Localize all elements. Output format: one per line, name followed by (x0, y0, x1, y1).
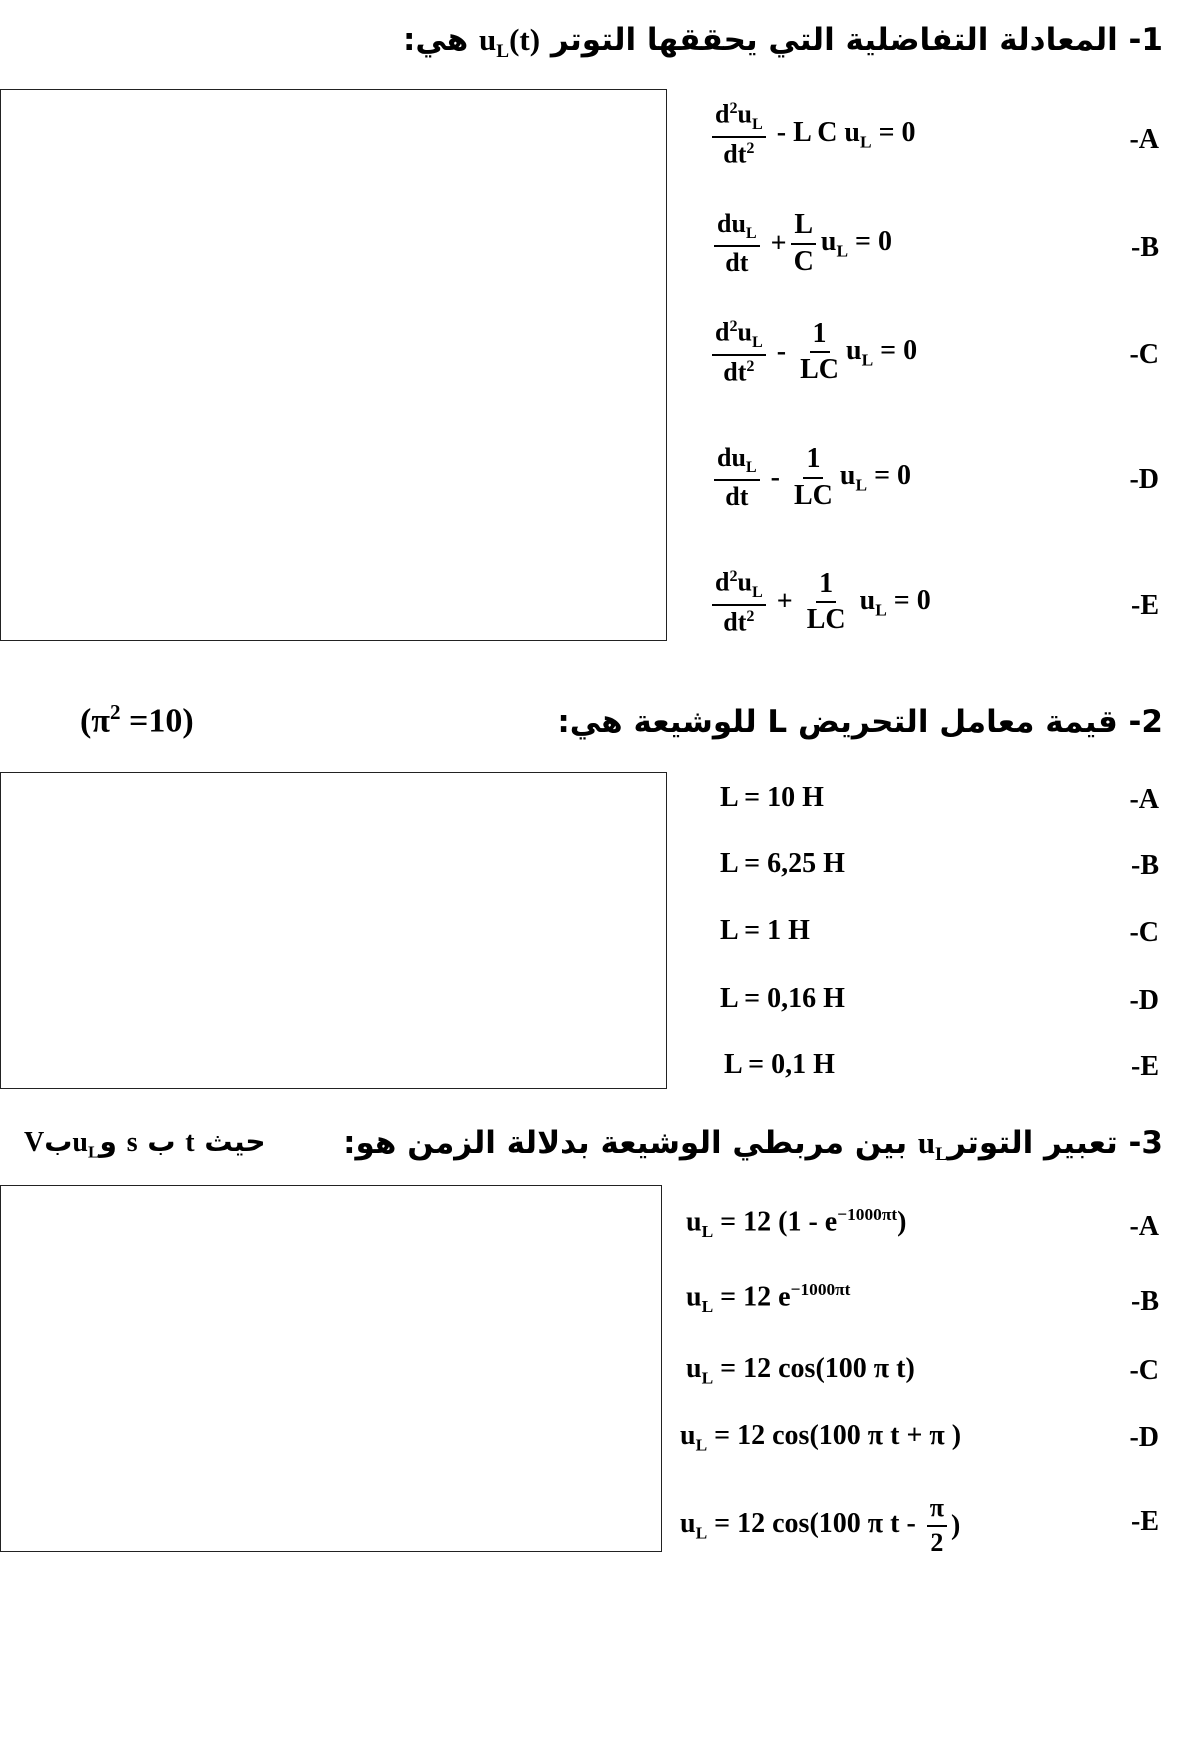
question-3-title: 3- تعبير التوترu$_L$ بين مربطي الوشيعة بدلالة الزمن هو: (343, 1125, 1163, 1166)
q3-option-a-formula: $u_L = 12$ $(1 - e^{-1000\pi t})$ (686, 1205, 907, 1241)
q1-option-d-formula: $\frac{du_L}{dt}$ - $\frac{1}{LC}$ $u_L = 0$ (710, 444, 911, 512)
q3-option-c-formula: $u_L = 12$ cos(100 π t) (686, 1353, 915, 1388)
answer-box-1[interactable] (0, 89, 667, 641)
q2-option-e-letter: -E (1131, 1051, 1159, 1082)
question-3-variable: $u_L$ (917, 1125, 948, 1166)
answer-box-3[interactable] (0, 1185, 662, 1552)
q2-option-d-letter: -D (1129, 985, 1159, 1016)
pi-squared-note: $(\pi^2 =10)$ (80, 700, 194, 740)
q3-option-e-formula: $u_L = 12$ cos(100 π t - $\frac{\pi}{2}$ ) (680, 1493, 961, 1557)
q1-option-b-letter: -B (1131, 232, 1159, 263)
q3-option-d-formula: $u_L = 12$ cos(100 π t + π ) (680, 1420, 962, 1455)
q3-option-b-formula: $u_L = 12$ $e^{-1000\pi t}$ (686, 1280, 851, 1316)
q1-option-d-letter: -D (1129, 464, 1159, 495)
question-1-title: 1- المعادلة التفاضلية التي يحققها التوتر $u_L(t)$ هي: (402, 22, 1163, 63)
q1-option-c-letter: -C (1129, 339, 1159, 370)
q2-option-a-letter: -A (1129, 784, 1159, 815)
q1-option-e-formula: $\frac{d^2u_L}{dt^2}$ + $\frac{1}{LC}$ $u_L = 0$ (708, 568, 931, 637)
q2-option-a-value: L = 10 H (720, 782, 824, 813)
q1-option-c-formula: $\frac{d^2u_L}{dt^2}$ - $\frac{1}{LC}$ $u_L = 0$ (708, 318, 917, 387)
q2-option-e-value: L = 0,1 H (724, 1049, 835, 1080)
q3-option-d-letter: -D (1129, 1422, 1159, 1453)
answer-box-2[interactable] (0, 772, 667, 1089)
q2-option-b-value: L = 6,25 H (720, 848, 845, 879)
q2-option-d-value: L = 0,16 H (720, 983, 845, 1014)
q2-option-b-letter: -B (1131, 850, 1159, 881)
q1-option-b-formula: $\frac{du_L}{dt}$ + $\frac{L}{C}$ $u_L = 0$ (710, 210, 892, 278)
units-note: حيث t ب s وu$_L$بV (24, 1125, 266, 1162)
q1-option-a-letter: -A (1129, 124, 1159, 155)
q3-option-b-letter: -B (1131, 1286, 1159, 1317)
q2-option-c-letter: -C (1129, 917, 1159, 948)
q2-option-c-value: L = 1 H (720, 915, 810, 946)
q1-option-a-formula: $\frac{d^2u_L}{dt^2}$ - L C $u_L = 0$ (708, 100, 916, 169)
question-2-title: 2- قيمة معامل التحريض L للوشيعة هي: (557, 704, 1163, 740)
q3-option-e-letter: -E (1131, 1506, 1159, 1537)
q1-option-e-letter: -E (1131, 590, 1159, 621)
question-1-variable: $u_L(t)$ (479, 22, 541, 63)
q3-option-c-letter: -C (1129, 1355, 1159, 1386)
q3-option-a-letter: -A (1129, 1211, 1159, 1242)
